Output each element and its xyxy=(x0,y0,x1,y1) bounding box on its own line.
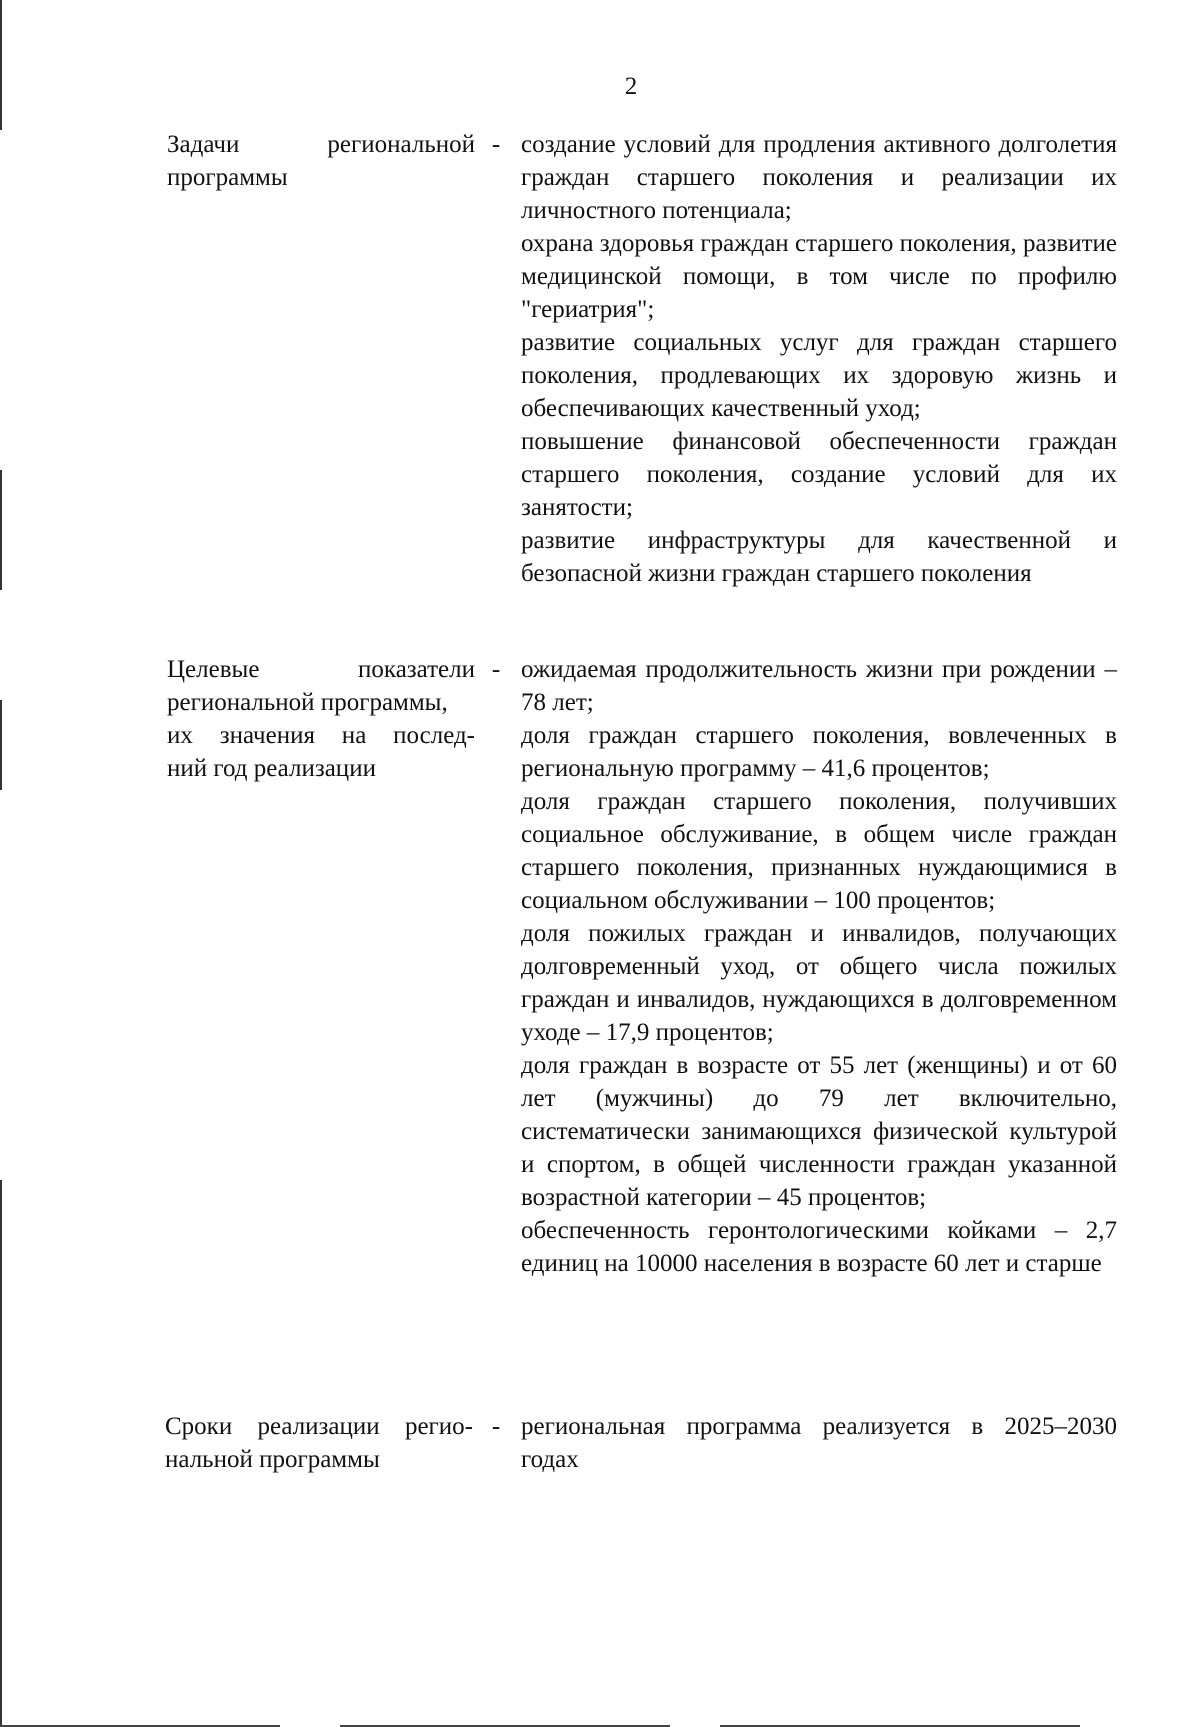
separator-dash: - xyxy=(491,131,501,158)
separator-dash: - xyxy=(491,1413,501,1440)
label-line: региональной программы, xyxy=(167,689,448,716)
content-paragraph: доля пожилых граждан и инвалидов, получающих долговременный уход, от общего числа пожилых граждан и инвалидов, нуждающихся в долговременном уходе – 17,9 процентов; xyxy=(521,920,1117,1046)
row-label xyxy=(165,1410,473,1476)
content-paragraph: охрана здоровья граждан старшего поколения, развитие медицинской помощи, в том числе по профилю "гериатрия"; xyxy=(521,230,1117,323)
content-paragraph: развитие инфраструктуры для качественной и безопасной жизни граждан старшего поколения xyxy=(521,527,1117,587)
content-paragraph: региональная программа реализуется в 2025–2030 годах xyxy=(521,1413,1117,1473)
scan-edge-mark xyxy=(0,470,2,590)
row-content xyxy=(521,653,1117,1280)
row-label xyxy=(167,653,475,785)
content-paragraph: создание условий для продления активного долголетия граждан старшего поколения и реализации их личностного потенциала; xyxy=(521,131,1117,224)
row-content xyxy=(521,1410,1117,1476)
scan-edge-mark xyxy=(0,700,2,790)
row-label xyxy=(167,128,475,194)
label-line: программы xyxy=(167,164,288,191)
content-paragraph: развитие социальных услуг для граждан старшего поколения, продлевающих их здоровую жизнь и обеспечивающих качественный уход; xyxy=(521,329,1117,422)
label-line: нальной программы xyxy=(165,1446,380,1473)
label-line: ний год реализации xyxy=(167,755,376,782)
content-paragraph: обеспеченность геронтологическими койками – 2,7 единиц на 10000 населения в возрасте 60 лет и старше xyxy=(521,1217,1117,1277)
label-line: их значения на послед- xyxy=(167,722,475,749)
content-paragraph: доля граждан старшего поколения, получивших социальное обслуживание, в общем числе граждан старшего поколения, признанных нуждающимися в социальном обслуживании – 100 процентов; xyxy=(521,788,1117,914)
content-paragraph: повышение финансовой обеспеченности граждан старшего поколения, создание условий для их занятости; xyxy=(521,428,1117,521)
label-line: Сроки реализации регио- xyxy=(165,1413,473,1440)
content-paragraph: доля граждан в возрасте от 55 лет (женщины) и от 60 лет (мужчины) до 79 лет включительно, систематически занимающихся физической культурой и спортом, в общей численности граждан указанной возрастной категории – 45 процентов; xyxy=(521,1052,1117,1211)
separator-dash: - xyxy=(491,656,501,683)
label-line: Задачи региональной xyxy=(167,131,475,158)
row-content xyxy=(521,128,1117,590)
scan-edge-mark xyxy=(0,0,2,130)
content-paragraph: доля граждан старшего поколения, вовлеченных в региональную программу – 41,6 процентов; xyxy=(521,722,1117,782)
label-line: Целевые показатели xyxy=(167,656,475,683)
page-number: 2 xyxy=(624,73,638,100)
content-paragraph: ожидаемая продолжительность жизни при рождении – 78 лет; xyxy=(521,656,1117,716)
scan-edge-mark xyxy=(0,1180,2,1727)
